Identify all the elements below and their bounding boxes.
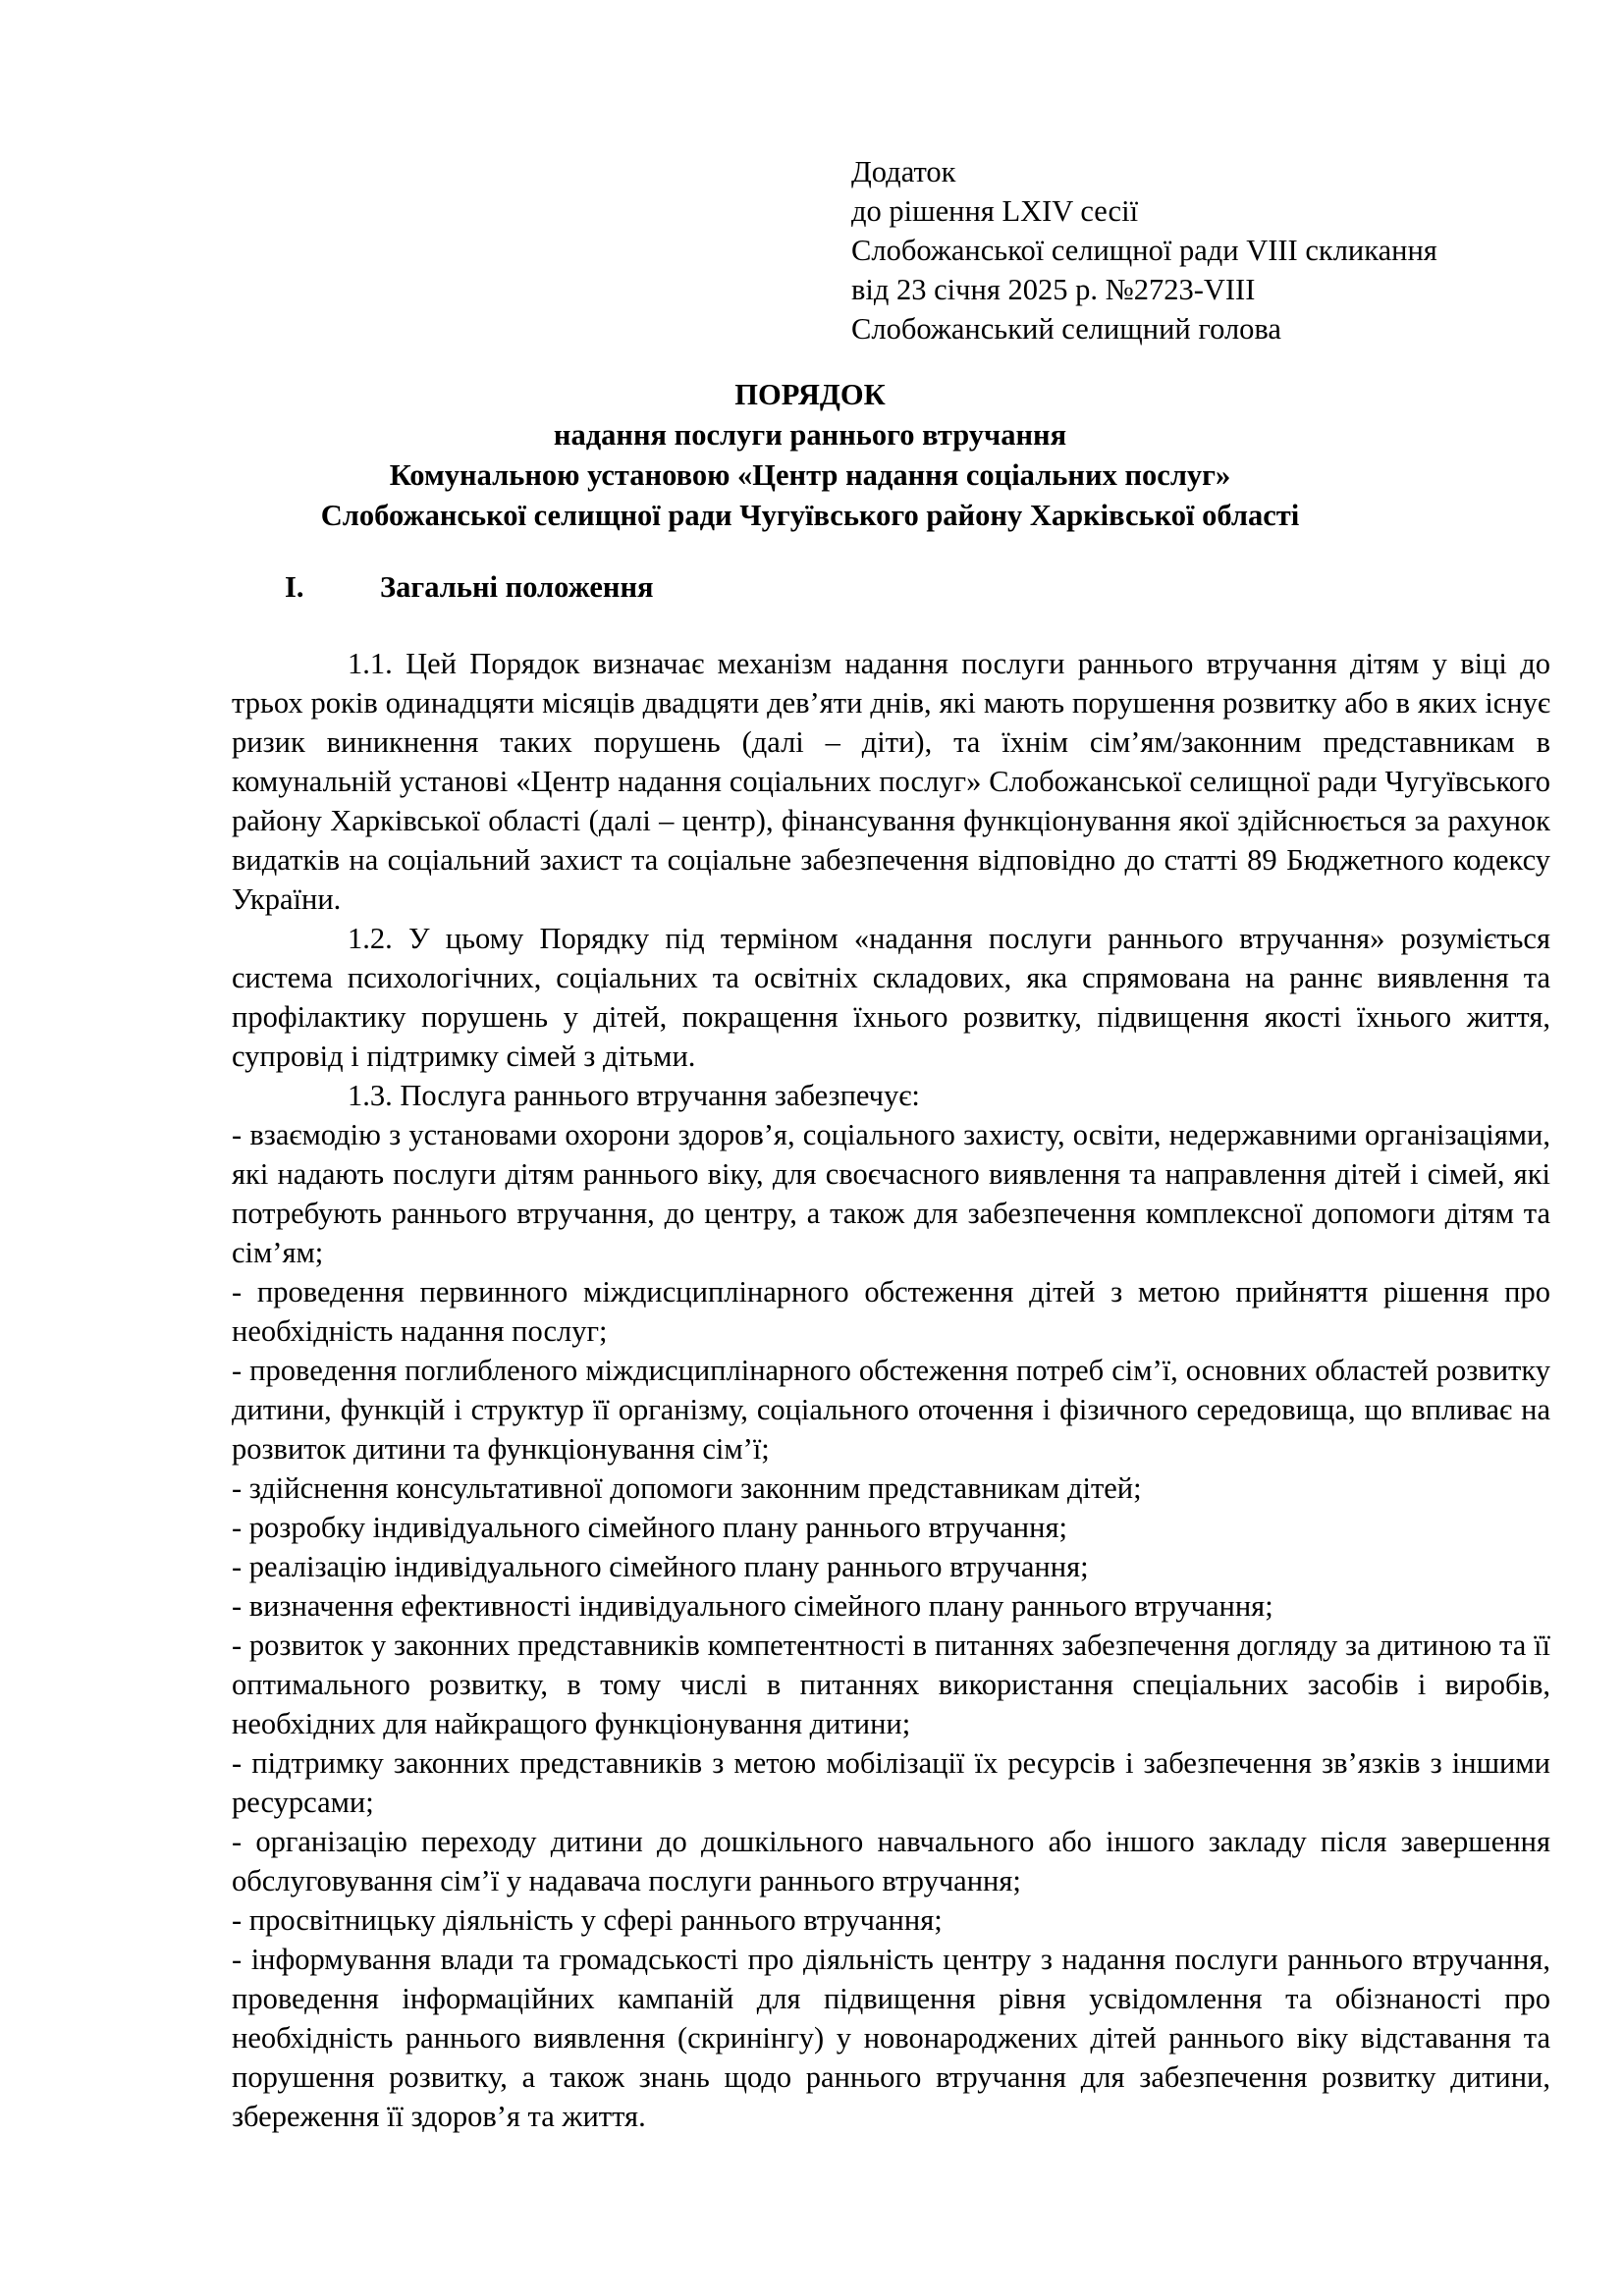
header-line: Додаток <box>851 155 956 188</box>
list-item: - просвітницьку діяльність у сфері раннього втручання; <box>232 1903 943 1937</box>
document-body <box>232 644 1550 2136</box>
section-heading <box>285 567 654 607</box>
list-item: - здійснення консультативної допомоги законним представникам дітей; <box>232 1471 1142 1505</box>
list-item: - проведення первинного міждисциплінарного обстеження дітей з метою прийняття рішення про необхідність надання послуг; <box>232 1275 1550 1348</box>
section-title: Загальні положення <box>380 570 654 604</box>
header-line: від 23 січня 2025 р. №2723-VIII <box>851 273 1256 306</box>
list-item: - розвиток у законних представників компетентності в питаннях забезпечення догляду за дитиною та її оптимального розвитку, в тому числі в питаннях використання спеціальних засобів і виробів, необхідних для найкращого функціонування дитини; <box>232 1629 1550 1740</box>
title-line: ПОРЯДОК <box>734 378 886 411</box>
list-item: - організацію переходу дитини до дошкільного навчального або іншого закладу після завершення обслуговування сім’ї у надавача послуги раннього втручання; <box>232 1825 1550 1897</box>
header-line: Слобожанський селищний голова <box>851 312 1281 346</box>
paragraph: 1.1. Цей Порядок визначає механізм надання послуги раннього втручання дітям у віці до трьох років одинадцяти місяців двадцяти дев’яти днів, які мають порушення розвитку або в яких існує ризик виникнення таких порушень (далі – діти), та їхнім сім’ям/законним представникам в комунальній установі «Центр надання соціальних послуг» Слобожанської селищної ради Чугуївського району Харківської області (далі – центр), фінансування функціонування якої здійснюється за рахунок видатків на соціальний захист та соціальне забезпечення відповідно до статті 89 Бюджетного кодексу України. <box>232 647 1550 916</box>
header-line: Слобожанської селищної ради VIII скликання <box>851 234 1437 267</box>
list-item: - підтримку законних представників з метою мобілізації їх ресурсів і забезпечення зв’язків з іншими ресурсами; <box>232 1746 1550 1819</box>
title-line: Слобожанської селищної ради Чугуївського району Харківської області <box>320 499 1300 532</box>
list-item: - визначення ефективності індивідуального сімейного плану раннього втручання; <box>232 1589 1273 1623</box>
list-item: - інформування влади та громадськості про діяльність центру з надання послуги раннього втручання, проведення інформаційних кампаній для підвищення рівня усвідомлення та обізнаності про необхідність раннього виявлення (скринінгу) у новонароджених дітей раннього віку відставання та порушення розвитку, а також знань щодо раннього втручання для забезпечення розвитку дитини, збереження її здоров’я та життя. <box>232 1943 1550 2133</box>
title-line: надання послуги раннього втручання <box>553 418 1067 452</box>
list-item: - проведення поглибленого міждисциплінарного обстеження потреб сім’ї, основних областей розвитку дитини, функцій і структур її організму, соціального оточення і фізичного середовища, що впливає на розвиток дитини та функціонування сім’ї; <box>232 1354 1550 1466</box>
list-item: - взаємодію з установами охорони здоров’я, соціального захисту, освіти, недержавними організаціями, які надають послуги дітям раннього віку, для своєчасного виявлення та направлення дітей і сімей, які потребують раннього втручання, до центру, а також для забезпечення комплексної допомоги дітям та сім’ям; <box>232 1118 1550 1269</box>
section-number: I. <box>285 570 304 604</box>
list-item: - розробку індивідуального сімейного плану раннього втручання; <box>232 1511 1067 1544</box>
list-item: - реалізацію індивідуального сімейного плану раннього втручання; <box>232 1550 1089 1583</box>
paragraph: 1.3. Послуга раннього втручання забезпечує: <box>348 1079 920 1112</box>
title-line: Комунальною установою «Центр надання соціальних послуг» <box>389 458 1231 492</box>
approval-header <box>851 152 1437 348</box>
header-line: до рішення LXIV сесії <box>851 194 1139 228</box>
document-title <box>226 375 1394 536</box>
paragraph: 1.2. У цьому Порядку під терміном «надання послуги раннього втручання» розуміється система психологічних, соціальних та освітніх складових, яка спрямована на раннє виявлення та профілактику порушень у дітей, покращення їхнього розвитку, підвищення якості їхнього життя, супровід і підтримку сімей з дітьми. <box>232 922 1550 1073</box>
